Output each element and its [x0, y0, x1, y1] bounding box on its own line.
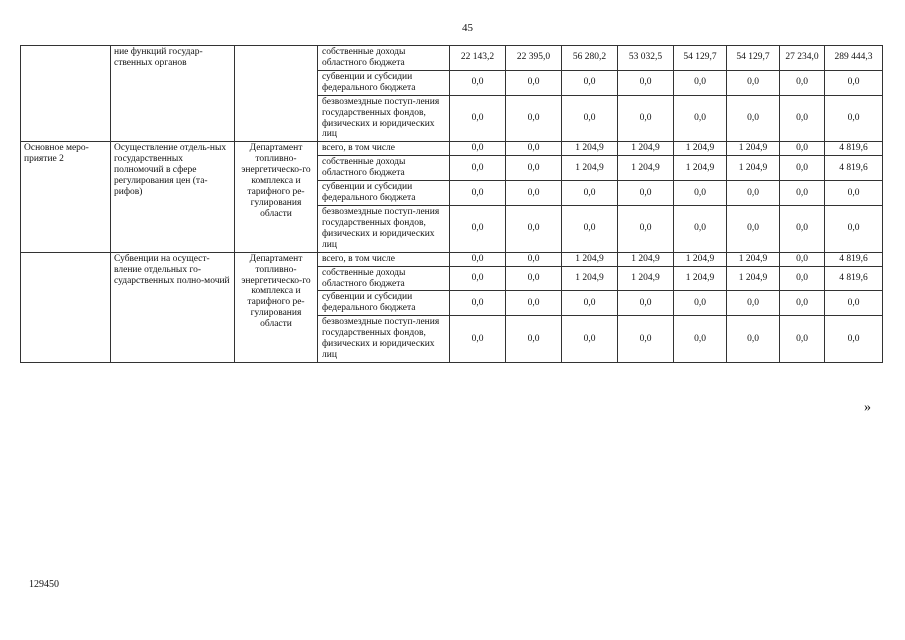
value-cell: 0,0 — [450, 316, 506, 363]
value-cell: 1 204,9 — [562, 142, 618, 156]
value-cell: 0,0 — [506, 205, 562, 252]
closing-quote: » — [864, 400, 871, 415]
total-value-cell: 0,0 — [825, 70, 883, 95]
value-cell: 0,0 — [506, 70, 562, 95]
value-cell: 1 204,9 — [674, 266, 727, 291]
department-cell — [235, 46, 318, 142]
department-cell: Департамент топливно-энергетическо-го комплекса и тарифного ре-гулирования области — [235, 252, 318, 362]
value-cell: 0,0 — [780, 252, 825, 266]
total-value-cell: 0,0 — [825, 291, 883, 316]
value-cell: 1 204,9 — [674, 142, 727, 156]
value-cell: 22 395,0 — [506, 46, 562, 71]
value-cell: 0,0 — [780, 95, 825, 142]
total-value-cell: 0,0 — [825, 205, 883, 252]
document-code: 129450 — [29, 579, 59, 590]
funding-source-cell: безвозмездные поступ-ления государственных фондов, физических и юридических лиц — [318, 316, 450, 363]
funding-source-cell: безвозмездные поступ-ления государственных фондов, физических и юридических лиц — [318, 205, 450, 252]
funding-source-cell: собственные доходы областного бюджета — [318, 266, 450, 291]
value-cell: 0,0 — [506, 181, 562, 206]
budget-table — [20, 45, 883, 363]
value-cell: 0,0 — [674, 316, 727, 363]
value-cell: 0,0 — [562, 70, 618, 95]
value-cell: 0,0 — [618, 70, 674, 95]
table-row — [21, 46, 883, 71]
funding-source-cell: всего, в том числе — [318, 252, 450, 266]
value-cell: 56 280,2 — [562, 46, 618, 71]
value-cell: 1 204,9 — [618, 156, 674, 181]
event-cell: Основное меро-приятие 2 — [21, 142, 111, 252]
value-cell: 0,0 — [506, 142, 562, 156]
value-cell: 0,0 — [727, 181, 780, 206]
value-cell: 0,0 — [562, 95, 618, 142]
value-cell: 0,0 — [780, 142, 825, 156]
value-cell: 0,0 — [506, 95, 562, 142]
total-value-cell: 0,0 — [825, 95, 883, 142]
value-cell: 27 234,0 — [780, 46, 825, 71]
value-cell: 0,0 — [727, 291, 780, 316]
value-cell: 0,0 — [780, 181, 825, 206]
value-cell: 1 204,9 — [618, 142, 674, 156]
value-cell: 0,0 — [618, 181, 674, 206]
value-cell: 0,0 — [674, 291, 727, 316]
value-cell: 1 204,9 — [618, 266, 674, 291]
value-cell: 0,0 — [506, 156, 562, 181]
value-cell: 0,0 — [674, 95, 727, 142]
value-cell: 0,0 — [450, 70, 506, 95]
value-cell: 54 129,7 — [674, 46, 727, 71]
total-value-cell: 4 819,6 — [825, 252, 883, 266]
funding-source-cell: собственные доходы областного бюджета — [318, 46, 450, 71]
value-cell: 0,0 — [618, 95, 674, 142]
value-cell: 0,0 — [562, 181, 618, 206]
value-cell: 0,0 — [450, 156, 506, 181]
value-cell: 0,0 — [506, 266, 562, 291]
funding-source-cell: субвенции и субсидии федерального бюджета — [318, 181, 450, 206]
value-cell: 1 204,9 — [562, 266, 618, 291]
value-cell: 1 204,9 — [727, 266, 780, 291]
measure-name-cell: Осуществление отдель-ных государственных полномочий в сфере регулирования цен (та-рифов) — [111, 142, 235, 252]
value-cell: 0,0 — [780, 156, 825, 181]
value-cell: 0,0 — [450, 205, 506, 252]
value-cell: 1 204,9 — [562, 156, 618, 181]
funding-source-cell: безвозмездные поступ-ления государственных фондов, физических и юридических лиц — [318, 95, 450, 142]
measure-name-cell: ние функций государ-ственных органов — [111, 46, 235, 142]
value-cell: 1 204,9 — [674, 156, 727, 181]
value-cell: 0,0 — [780, 291, 825, 316]
value-cell: 0,0 — [506, 252, 562, 266]
total-value-cell: 0,0 — [825, 181, 883, 206]
event-cell — [21, 252, 111, 362]
value-cell: 0,0 — [674, 205, 727, 252]
value-cell: 1 204,9 — [727, 252, 780, 266]
value-cell: 0,0 — [780, 205, 825, 252]
value-cell: 1 204,9 — [727, 156, 780, 181]
total-value-cell: 4 819,6 — [825, 142, 883, 156]
table-row — [21, 142, 883, 156]
department-cell: Департамент топливно-энергетическо-го комплекса и тарифного ре-гулирования области — [235, 142, 318, 252]
value-cell: 1 204,9 — [562, 252, 618, 266]
event-cell — [21, 46, 111, 142]
value-cell: 0,0 — [780, 70, 825, 95]
value-cell: 1 204,9 — [727, 142, 780, 156]
total-value-cell: 4 819,6 — [825, 156, 883, 181]
funding-source-cell: собственные доходы областного бюджета — [318, 156, 450, 181]
value-cell: 0,0 — [506, 316, 562, 363]
value-cell: 0,0 — [450, 252, 506, 266]
total-value-cell: 0,0 — [825, 316, 883, 363]
page-number: 45 — [462, 22, 473, 34]
measure-name-cell: Субвенции на осущест-вление отдельных го-сударственных полно-мочий — [111, 252, 235, 362]
value-cell: 0,0 — [618, 316, 674, 363]
value-cell: 0,0 — [562, 291, 618, 316]
value-cell: 0,0 — [562, 316, 618, 363]
total-value-cell: 4 819,6 — [825, 266, 883, 291]
value-cell: 0,0 — [562, 205, 618, 252]
value-cell: 1 204,9 — [674, 252, 727, 266]
value-cell: 0,0 — [780, 316, 825, 363]
value-cell: 0,0 — [727, 205, 780, 252]
budget-table-body — [21, 46, 883, 363]
value-cell: 53 032,5 — [618, 46, 674, 71]
funding-source-cell: субвенции и субсидии федерального бюджета — [318, 291, 450, 316]
value-cell: 0,0 — [450, 95, 506, 142]
value-cell: 0,0 — [450, 181, 506, 206]
table-row — [21, 252, 883, 266]
value-cell: 0,0 — [618, 205, 674, 252]
value-cell: 0,0 — [450, 291, 506, 316]
value-cell: 0,0 — [618, 291, 674, 316]
funding-source-cell: субвенции и субсидии федерального бюджета — [318, 70, 450, 95]
value-cell: 0,0 — [727, 70, 780, 95]
value-cell: 0,0 — [450, 142, 506, 156]
value-cell: 0,0 — [727, 95, 780, 142]
value-cell: 0,0 — [674, 181, 727, 206]
value-cell: 0,0 — [450, 266, 506, 291]
value-cell: 22 143,2 — [450, 46, 506, 71]
value-cell: 0,0 — [780, 266, 825, 291]
value-cell: 0,0 — [674, 70, 727, 95]
total-value-cell: 289 444,3 — [825, 46, 883, 71]
funding-source-cell: всего, в том числе — [318, 142, 450, 156]
value-cell: 1 204,9 — [618, 252, 674, 266]
value-cell: 0,0 — [506, 291, 562, 316]
value-cell: 54 129,7 — [727, 46, 780, 71]
value-cell: 0,0 — [727, 316, 780, 363]
